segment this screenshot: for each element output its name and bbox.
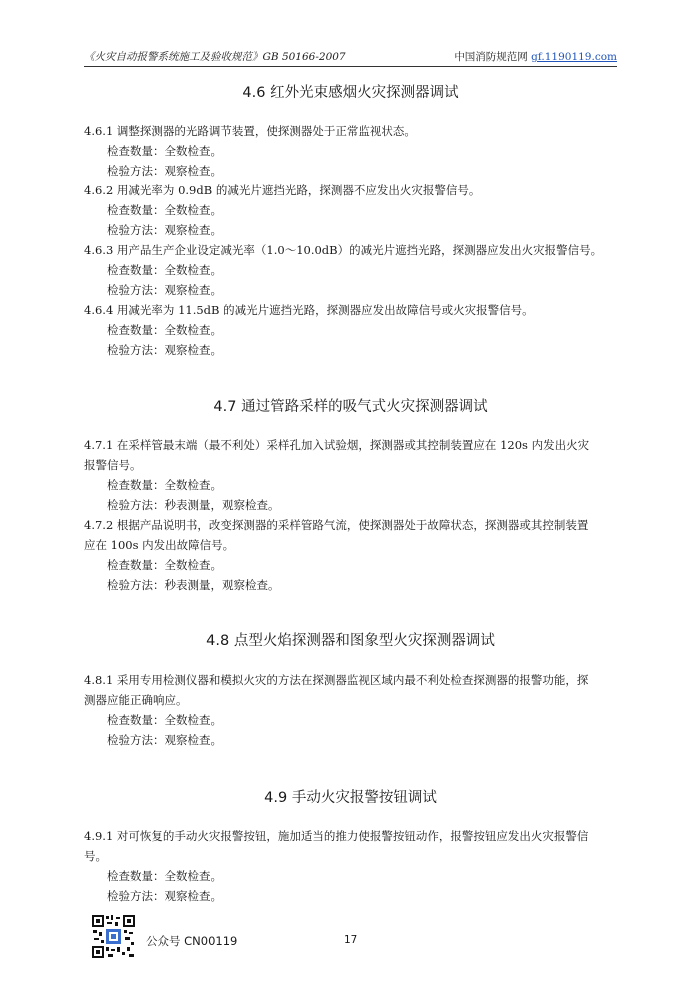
check-quantity: 检查数量：全数检查。 (107, 713, 222, 727)
section-title-4-6: 4.6 红外光束感烟火灾探测器调试 (242, 85, 459, 101)
clause-4-8-1: 4.8.1 采用专用检测仪器和模拟火灾的方法在探测器监视区域内最不利处检查探测器的报警功能，探 (84, 673, 589, 687)
clause-4-6-4: 4.6.4 用减光率为 11.5dB 的减光片遮挡光路，探测器应发出故障信号或火灾报警信号。 (84, 303, 534, 317)
check-quantity: 检查数量：全数检查。 (107, 203, 222, 217)
section-title-4-7: 4.7 通过管路采样的吸气式火灾探测器调试 (213, 399, 488, 415)
clause-4-8-1-cont: 测器应能正确响应。 (84, 693, 188, 707)
check-method: 检验方法：秒表测量，观察检查。 (107, 578, 280, 592)
clause-4-6-2: 4.6.2 用减光率为 0.9dB 的减光片遮挡光路，探测器不应发出火灾报警信号。 (84, 183, 481, 197)
clause-4-7-2: 4.7.2 根据产品说明书，改变探测器的采样管路气流，使探测器处于故障状态，探测器或其控制装置 (84, 518, 589, 532)
clause-4-9-1: 4.9.1 对可恢复的手动火灾报警按钮，施加适当的推力使报警按钮动作，报警按钮应发出火灾报警信 (84, 829, 589, 843)
check-quantity: 检查数量：全数检查。 (107, 478, 222, 492)
clause-4-9-1-cont: 号。 (84, 849, 107, 863)
check-method: 检验方法：观察检查。 (107, 223, 222, 237)
check-method: 检验方法：秒表测量，观察检查。 (107, 498, 280, 512)
document-title: 《火灾自动报警系统施工及验收规范》GB 50166-2007 (84, 51, 346, 63)
wechat-account: 公众号 CN00119 (146, 934, 238, 948)
clause-4-7-1-cont: 报警信号。 (84, 458, 142, 472)
check-method: 检验方法：观察检查。 (107, 343, 222, 357)
section-title-4-9: 4.9 手动火灾报警按钮调试 (264, 790, 437, 806)
page-number: 17 (344, 934, 358, 946)
check-method: 检验方法：观察检查。 (107, 283, 222, 297)
check-quantity: 检查数量：全数检查。 (107, 558, 222, 572)
site-attribution (454, 50, 617, 64)
clause-4-6-3: 4.6.3 用产品生产企业设定减光率（1.0～10.0dB）的减光片遮挡光路，探测器应发出火灾报警信号。 (84, 243, 603, 257)
check-method: 检验方法：观察检查。 (107, 733, 222, 747)
check-quantity: 检查数量：全数检查。 (107, 263, 222, 277)
section-title-4-8: 4.8 点型火焰探测器和图象型火灾探测器调试 (206, 633, 495, 649)
check-quantity: 检查数量：全数检查。 (107, 144, 222, 158)
site-name: 中国消防规范网 (454, 51, 528, 63)
check-method: 检验方法：观察检查。 (107, 889, 222, 903)
site-link[interactable]: gf.1190119.com (531, 51, 617, 63)
check-method: 检验方法：观察检查。 (107, 164, 222, 178)
check-quantity: 检查数量：全数检查。 (107, 323, 222, 337)
page-header (84, 50, 617, 67)
clause-4-6-1: 4.6.1 调整探测器的光路调节装置，使探测器处于正常监视状态。 (84, 124, 416, 138)
clause-4-7-1: 4.7.1 在采样管最末端（最不利处）采样孔加入试验烟，探测器或其控制装置应在 120s 内发出火灾 (84, 438, 590, 452)
qr-code-icon (91, 914, 136, 959)
clause-4-7-2-cont: 应在 100s 内发出故障信号。 (84, 538, 235, 552)
check-quantity: 检查数量：全数检查。 (107, 869, 222, 883)
